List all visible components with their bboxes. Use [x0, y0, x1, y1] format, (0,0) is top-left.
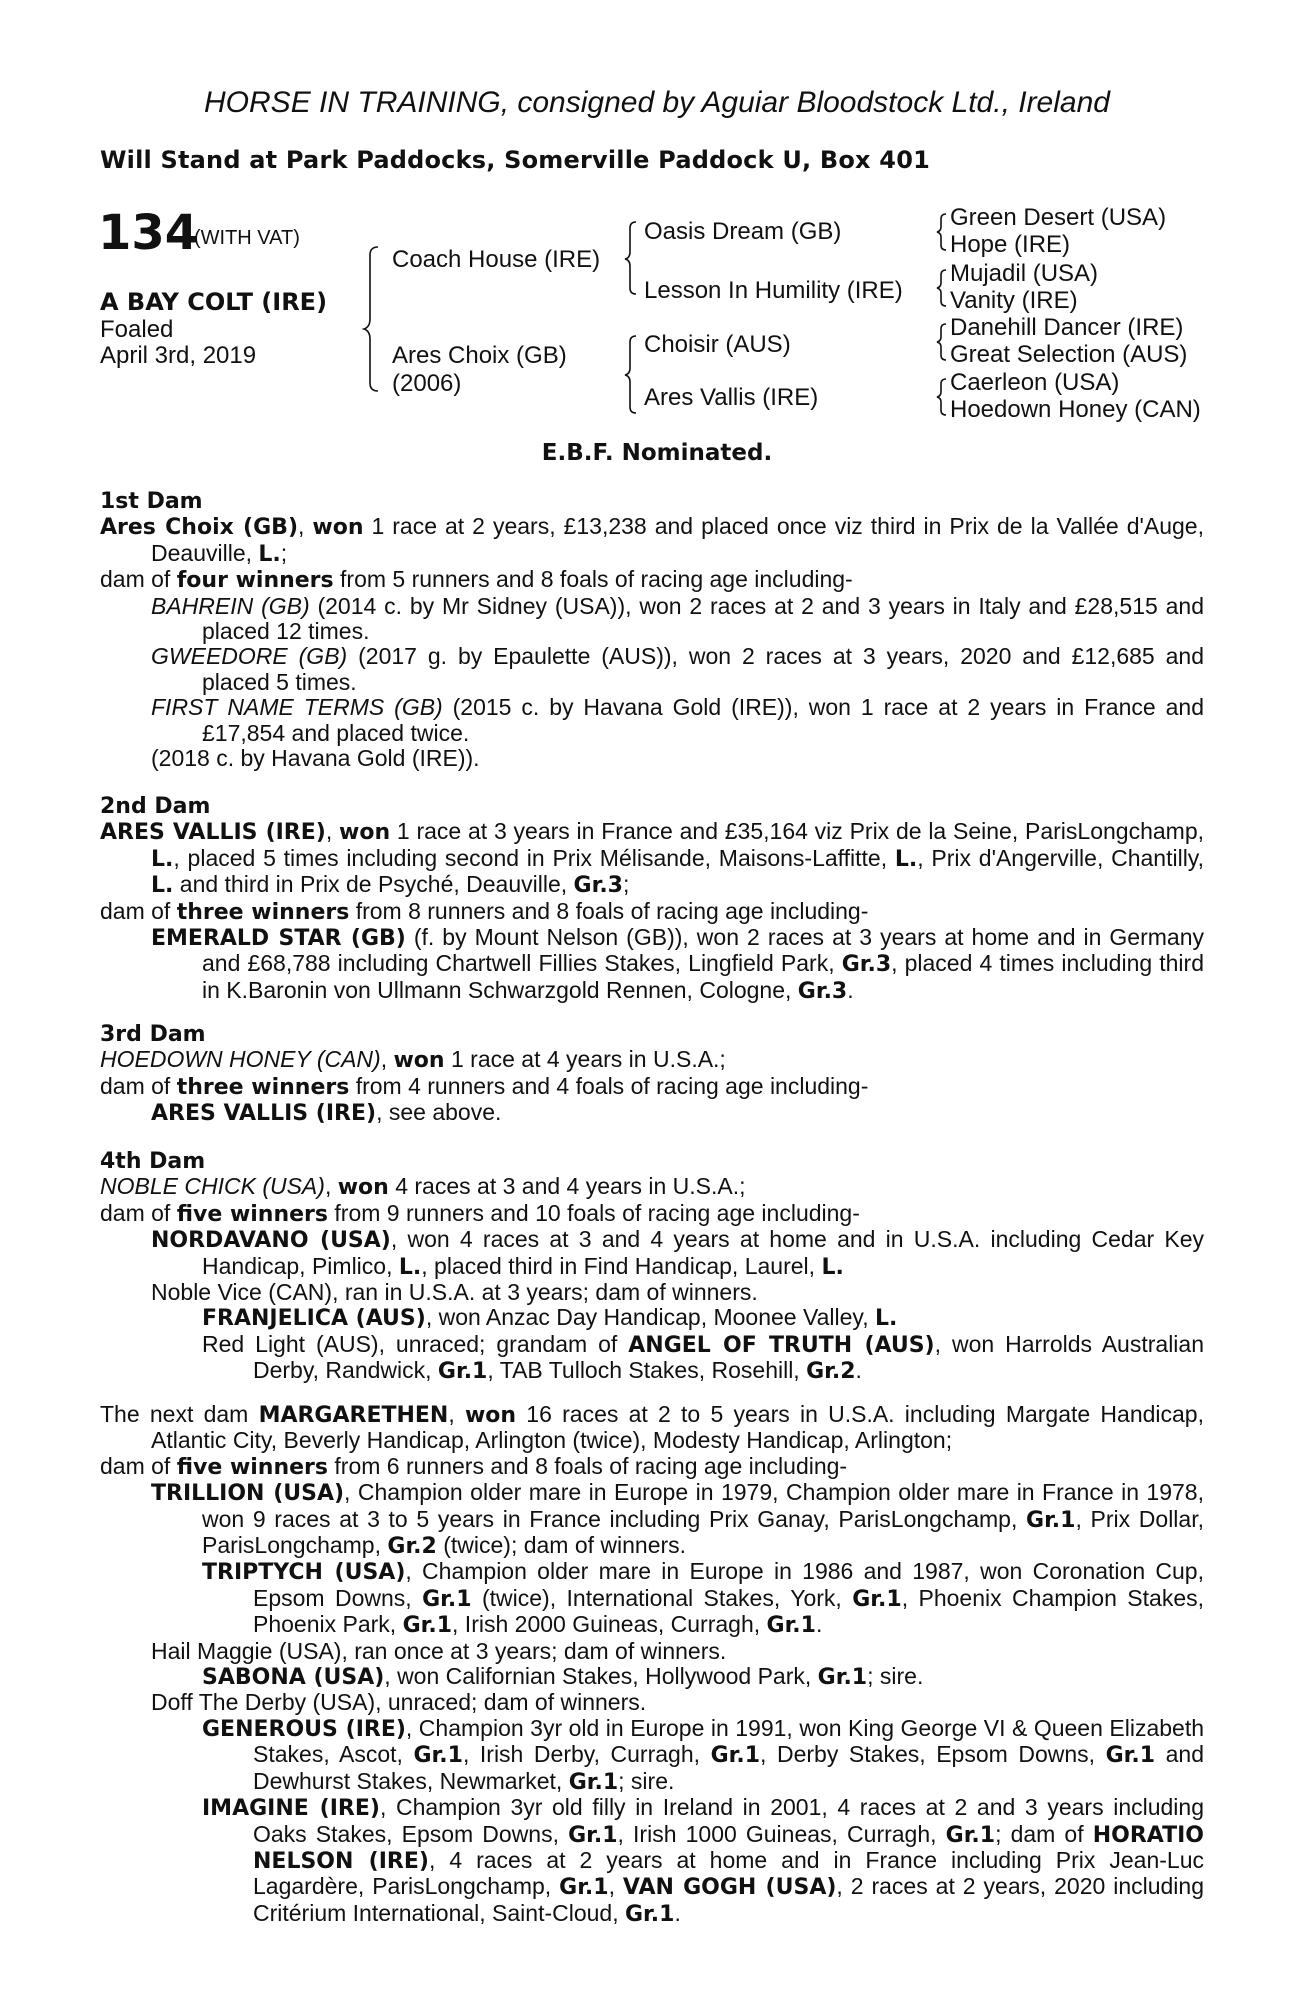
- winners-count: four winners: [176, 568, 334, 594]
- progeny-record: , won Californian Stakes, Hollywood Park,: [384, 1663, 818, 1690]
- punct: .: [855, 1357, 862, 1384]
- dam-of-label: dam of: [100, 897, 177, 924]
- group-mark: Gr.1: [422, 1586, 472, 1612]
- runners-summary: from 8 runners and 8 foals of racing age including-: [349, 897, 869, 924]
- progeny-record: ; sire.: [867, 1663, 924, 1690]
- first-dam-section: 1st Dam Ares Choix (GB), won 1 race at 2 years, £13,238 and placed once viz third in Prix de la Vallée d'Auge, Deauville, L.; dam of four winners from 5 runners and 8 foals of racing age including- BAHREIN (GB) (2014 c. by Mr Sidney (USA)), won 2 races at 2 and 3 years in Italy and £28,515 and placed 12 times. GWEEDORE (GB) (2017 g. by Epaulette (AUS)), won 2 races at 3 years, 2020 and £12,685 and placed 5 times. FIRST NAME TERMS (GB) (2015 c. by Havana Gold (IRE)), won 1 race at 2 years in France and £17,854 and placed twice. (2018 c. by Havana Gold (IRE)).: [100, 489, 1204, 772]
- brace-main: [364, 247, 378, 391]
- brace-g4: [937, 379, 946, 415]
- third-dam-heading: 3rd Dam: [100, 1022, 206, 1047]
- group-mark: Gr.1: [413, 1743, 463, 1769]
- punct: ,: [324, 1173, 338, 1200]
- dam-of-label: dam of: [100, 566, 177, 593]
- next-dam-section: [100, 1402, 1204, 1927]
- sire-dam: Lesson In Humility (IRE): [644, 277, 903, 304]
- progeny-record: (twice); dam of winners.: [436, 1532, 687, 1559]
- won-label: won: [464, 1403, 517, 1428]
- won-label: won: [312, 515, 364, 541]
- grand-5: Danehill Dancer (IRE): [950, 314, 1184, 341]
- consignor-title: HORSE IN TRAINING, consigned by Aguiar Bloodstock Ltd., Ireland: [204, 86, 1110, 119]
- progeny-record: , placed 4 times including third in K.Baronin von Ullmann Schwarzgold Rennen, Cologne,: [202, 950, 1204, 1003]
- runners-summary: from 4 runners and 4 foals of racing age including-: [349, 1072, 869, 1099]
- progeny-record: and Dewhurst Stakes, Newmarket,: [253, 1741, 1204, 1794]
- progeny-record: , placed third in Find Handicap, Laurel,: [421, 1252, 822, 1279]
- horse-name: A BAY COLT (IRE): [100, 288, 328, 316]
- group-mark: Gr.1: [1105, 1743, 1156, 1769]
- progeny-name: IMAGINE (IRE): [202, 1796, 380, 1822]
- progeny-record: , Irish Derby, Curragh,: [462, 1741, 711, 1768]
- progeny-record: (f. by Mount Nelson (GB)), won 2 races at 3 years at home and in Germany and £68,788 including Chartwell Fillies Stakes, Lingfield Park,: [202, 924, 1205, 977]
- progeny-record: Red Light (AUS), unraced; grandam of: [202, 1330, 629, 1357]
- listed-mark: L.: [151, 846, 174, 872]
- grand-4: Vanity (IRE): [950, 287, 1078, 314]
- listed-mark: L.: [821, 1254, 844, 1280]
- listed-mark: L.: [894, 846, 918, 872]
- dam: Ares Choix (GB): [392, 342, 567, 369]
- record-text: 16 races at 2 to 5 years in U.S.A. including Margate Handicap, Atlantic City, Beverly Handicap, Arlington (twice), Modesty Handicap, Arlington;: [151, 1401, 1204, 1454]
- progeny-name: VAN GOGH (USA): [622, 1875, 837, 1901]
- listed-mark: L.: [258, 541, 281, 567]
- progeny-name: FRANJELICA (AUS): [202, 1306, 426, 1332]
- second-dam-name: ARES VALLIS (IRE): [100, 820, 326, 846]
- punct: .: [815, 1611, 823, 1638]
- progeny-record: , won Anzac Day Handicap, Moonee Valley,: [425, 1304, 876, 1331]
- dam-of-label: dam of: [100, 1199, 177, 1226]
- sire-sire: Oasis Dream (GB): [644, 218, 842, 245]
- winners-count: three winners: [176, 899, 350, 925]
- runners-summary: from 5 runners and 8 foals of racing age including-: [333, 566, 853, 593]
- listed-mark: L.: [151, 873, 174, 899]
- progeny-record: (2018 c. by Havana Gold (IRE)).: [151, 745, 480, 772]
- progeny-name: BAHREIN (GB): [151, 592, 310, 619]
- record-text: 1 race at 3 years in France and £35,164 viz Prix de la Seine, ParisLongchamp,: [390, 818, 1204, 845]
- group-mark: Gr.1: [766, 1613, 816, 1639]
- progeny-name: ARES VALLIS (IRE): [151, 1101, 377, 1127]
- progeny-record: ; dam of: [995, 1820, 1093, 1847]
- dam-year: (2006): [392, 370, 462, 397]
- progeny-record: Noble Vice (CAN), ran in U.S.A. at 3 years; dam of winners.: [151, 1279, 758, 1306]
- foaled-label: Foaled: [100, 316, 174, 343]
- grand-3: Mujadil (USA): [950, 260, 1099, 287]
- third-dam-name: HOEDOWN HONEY (CAN): [100, 1046, 381, 1073]
- next-dam-label: The next dam: [100, 1401, 259, 1427]
- punct: ,: [380, 1046, 394, 1073]
- progeny-name: FIRST NAME TERMS (GB): [151, 694, 443, 721]
- sire: Coach House (IRE): [392, 246, 601, 273]
- first-dam-name: Ares Choix (GB): [100, 515, 298, 541]
- dam-sire: Choisir (AUS): [644, 331, 791, 358]
- progeny-record: (2015 c. by Havana Gold (IRE)), won 1 race at 2 years in France and £17,854 and placed twice.: [202, 694, 1204, 746]
- group-mark: Gr.1: [625, 1901, 675, 1927]
- progeny-record: , won Harrolds Australian Derby, Randwick,: [253, 1330, 1204, 1384]
- progeny-name: GENEROUS (IRE): [202, 1716, 406, 1742]
- punct: ,: [448, 1401, 465, 1427]
- grand-7: Caerleon (USA): [950, 369, 1120, 396]
- grand-2: Hope (IRE): [950, 231, 1071, 258]
- group-mark: Gr.3: [841, 952, 892, 978]
- brace-dam: [625, 336, 636, 413]
- second-dam-heading: 2nd Dam: [100, 794, 211, 819]
- progeny-name: EMERALD STAR (GB): [151, 926, 406, 952]
- fourth-dam-name: NOBLE CHICK (USA): [100, 1173, 325, 1200]
- progeny-name: ANGEL OF TRUTH (AUS): [628, 1332, 935, 1358]
- progeny-name: NORDAVANO (USA): [151, 1228, 391, 1254]
- progeny-record: , Champion older mare in Europe in 1986 and 1987, won Coronation Cup, Epsom Downs,: [253, 1558, 1204, 1611]
- progeny-record: , Champion 3yr old in Europe in 1991, won King George VI & Queen Elizabeth Stakes, Ascot,: [253, 1714, 1204, 1768]
- progeny-record: , 4 races at 2 years at home and in France including Prix Jean-Luc Lagardère, ParisLongchamp,: [253, 1846, 1204, 1900]
- progeny-name: GWEEDORE (GB): [151, 643, 348, 670]
- progeny-name: SABONA (USA): [202, 1665, 385, 1691]
- dam-of-label: dam of: [100, 1452, 177, 1479]
- first-dam-record: 1 race at 2 years, £13,238 and placed once viz third in Prix de la Vallée d'Auge, Deauville,: [151, 513, 1204, 566]
- progeny-record: Hail Maggie (USA), ran once at 3 years; dam of winners.: [151, 1637, 727, 1664]
- progeny-record: , see above.: [376, 1099, 502, 1126]
- progeny-record: , Irish 1000 Guineas, Curragh,: [617, 1820, 946, 1847]
- ebf-nomination: E.B.F. Nominated.: [541, 440, 773, 466]
- progeny-record: ; sire.: [618, 1767, 675, 1794]
- grand-6: Great Selection (AUS): [950, 341, 1188, 368]
- brace-g2: [937, 270, 946, 306]
- winners-count: five winners: [176, 1201, 329, 1227]
- progeny-record: (2014 c. by Mr Sidney (USA)), won 2 races at 2 and 3 years in Italy and £28,515 and placed 12 times.: [202, 592, 1204, 645]
- group-mark: Gr.3: [797, 978, 848, 1004]
- progeny-record: , Prix Dollar, ParisLongchamp,: [202, 1505, 1204, 1559]
- progeny-record: (2017 g. by Epaulette (AUS)), won 2 races at 3 years, 2020 and £12,685 and placed 5 times.: [202, 643, 1204, 695]
- winners-count: three winners: [176, 1074, 350, 1100]
- third-dam-section: [100, 1022, 1204, 1127]
- group-mark: Gr.1: [1026, 1507, 1076, 1533]
- won-label: won: [337, 1175, 389, 1201]
- fourth-dam-section: [100, 1149, 1204, 1385]
- brace-g3: [937, 324, 946, 360]
- group-mark: Gr.1: [568, 1822, 618, 1848]
- punct: ,: [608, 1873, 623, 1900]
- punct: .: [674, 1899, 681, 1926]
- progeny-record: , 2 races at 2 years, 2020 including Critérium International, Saint-Cloud,: [253, 1873, 1205, 1926]
- listed-mark: L.: [398, 1254, 422, 1280]
- won-label: won: [339, 820, 391, 846]
- record-text: 1 race at 4 years in U.S.A.;: [444, 1046, 726, 1073]
- group-mark: Gr.1: [852, 1586, 902, 1612]
- progeny-record: , Derby Stakes, Epsom Downs,: [760, 1741, 1106, 1768]
- brace-sire: [625, 222, 636, 294]
- group-mark: Gr.1: [559, 1875, 609, 1901]
- progeny-record: , TAB Tulloch Stakes, Rosehill,: [487, 1357, 807, 1384]
- progeny-record: , Phoenix Champion Stakes, Phoenix Park,: [253, 1584, 1205, 1638]
- runners-summary: from 6 runners and 8 foals of racing age including-: [328, 1452, 848, 1479]
- punct: .: [847, 976, 854, 1003]
- winners-count: five winners: [176, 1454, 329, 1480]
- progeny-record: , Champion 3yr old filly in Ireland in 2001, 4 races at 2 and 3 years including Oaks Stakes, Epsom Downs,: [253, 1794, 1204, 1847]
- record-text: 4 races at 3 and 4 years in U.S.A.;: [388, 1173, 746, 1200]
- progeny-record: , Champion older mare in Europe in 1979, Champion older mare in France in 1978, won 9 races at 3 to 5 years in France including Prix Ganay, ParisLongchamp,: [202, 1479, 1204, 1532]
- dam-of-label: dam of: [100, 1072, 177, 1099]
- won-label: won: [393, 1048, 445, 1074]
- progeny-record: , won 4 races at 3 and 4 years at home and in U.S.A. including Cedar Key Handicap, Pimlico,: [202, 1226, 1204, 1279]
- dam-dam: Ares Vallis (IRE): [644, 384, 819, 411]
- stand-location: Will Stand at Park Paddocks, Somerville Paddock U, Box 401: [100, 146, 930, 174]
- group-mark: Gr.1: [568, 1769, 619, 1795]
- group-mark: Gr.1: [402, 1613, 453, 1639]
- record-text: , placed 5 times including second in Prix Mélisande, Maisons-Laffitte,: [173, 844, 895, 871]
- group-mark: Gr.1: [437, 1359, 488, 1385]
- group-mark: Gr.1: [817, 1665, 868, 1691]
- progeny-record: , Irish 2000 Guineas, Curragh,: [452, 1611, 767, 1638]
- pedigree-table: [0, 0, 1314, 440]
- grand-8: Hoedown Honey (CAN): [950, 396, 1201, 423]
- progeny-record: (twice), International Stakes, York,: [471, 1584, 853, 1611]
- group-mark: Gr.3: [573, 873, 623, 899]
- lot-number: 134: [98, 205, 199, 261]
- record-text: , Prix d'Angerville, Chantilly,: [917, 844, 1204, 871]
- punct: ;: [280, 539, 288, 566]
- foaled-date: April 3rd, 2019: [100, 342, 257, 369]
- lot-vat: (WITH VAT): [194, 227, 300, 249]
- runners-summary: from 9 runners and 10 foals of racing age including-: [328, 1199, 860, 1226]
- punct: ;: [622, 871, 630, 898]
- brace-g1: [937, 214, 946, 250]
- group-mark: Gr.2: [806, 1359, 856, 1385]
- group-mark: Gr.1: [945, 1822, 996, 1848]
- progeny-record: Doff The Derby (USA), unraced; dam of winners.: [151, 1689, 647, 1716]
- progeny-name: TRILLION (USA): [151, 1481, 345, 1507]
- second-dam-section: 2nd Dam ARES VALLIS (IRE), won 1 race at 3 years in France and £35,164 viz Prix de la Seine, ParisLongchamp, L., placed 5 times including second in Prix Mélisande, Maisons-Laffitte, L., Prix d'Angerville, Chantilly, L. and third in Prix de Psyché, Deauville, Gr.3; dam of three winners from 8 runners and 8 foals of racing age including- EMERALD STAR (GB) (f. by Mount Nelson (GB)), won 2 races at 3 years at home and in Germany and £68,788 including Chartwell Fillies Stakes, Lingfield Park, Gr.3, placed 4 times including third in K.Baronin von Ullmann Schwarzgold Rennen, Cologne, Gr.3.: [100, 794, 1205, 1004]
- listed-mark: L.: [875, 1306, 898, 1332]
- group-mark: Gr.2: [387, 1534, 437, 1560]
- group-mark: Gr.1: [710, 1743, 761, 1769]
- record-text: and third in Prix de Psyché, Deauville,: [173, 871, 574, 898]
- first-dam-heading: 1st Dam: [100, 489, 203, 514]
- fourth-dam-heading: 4th Dam: [100, 1149, 206, 1174]
- progeny-name: TRIPTYCH (USA): [202, 1560, 406, 1586]
- progeny-name: HORATIO NELSON (IRE): [253, 1822, 1204, 1874]
- grand-1: Green Desert (USA): [950, 204, 1167, 231]
- next-dam-name: MARGARETHEN: [258, 1403, 449, 1428]
